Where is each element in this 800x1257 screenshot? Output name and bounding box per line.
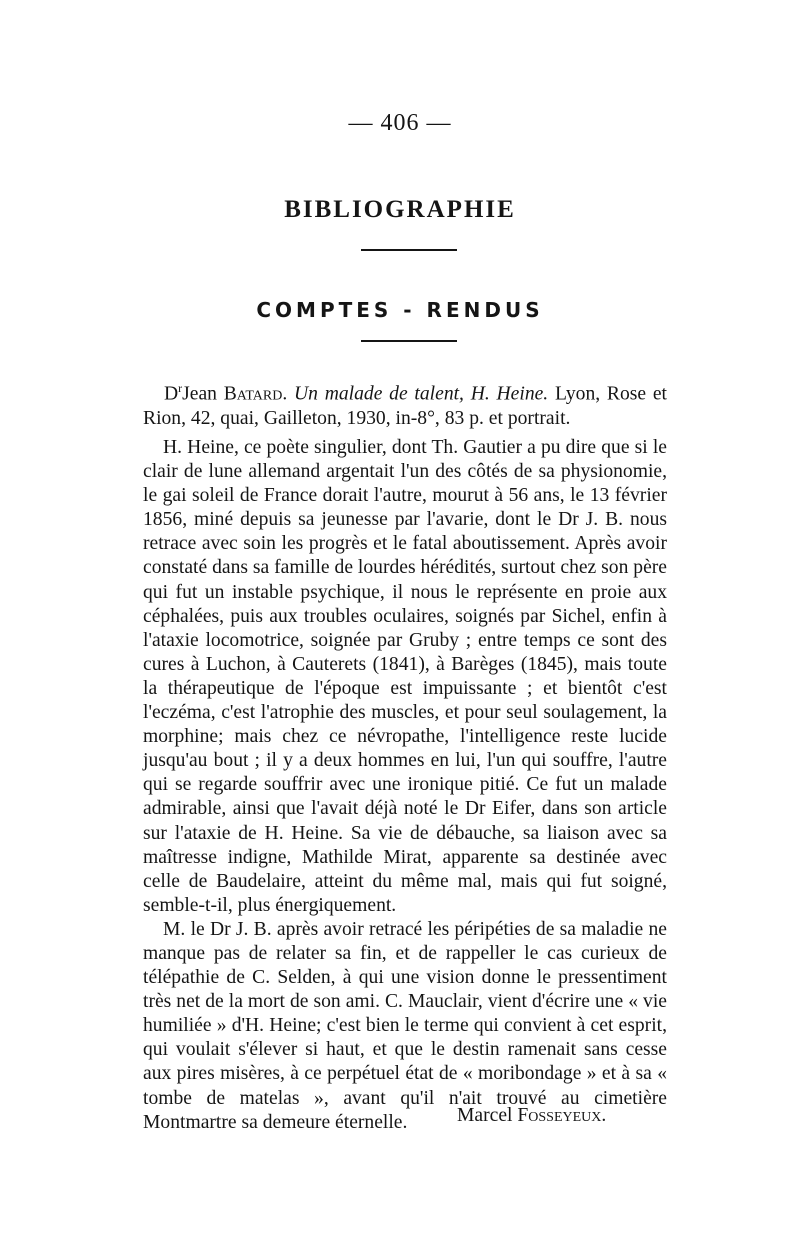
citation-author-title: D [164, 383, 179, 405]
citation-details: Lyon, Rose et Rion, 42, quai, Gailleton, 1930, in-8°, 83 p. et portrait. [143, 383, 668, 429]
citation-author-first: Jean [182, 383, 224, 405]
book-citation [143, 376, 667, 431]
citation-author-title-sup: r [178, 381, 183, 395]
review-paragraph-2: M. le Dr J. B. après avoir retracé les péripéties de sa maladie ne manque pas de relater sa fin, et de rappeller le cas curieux de télépathie de C. Selden, à qui une vision donne le pressentiment très net de la mort de son ami. C. Mauclair, vient d'écrire une « vie humiliée » d'H. Heine; c'est bien le terme qui convient à cet esprit, qui voulait s'élever si haut, et que le destin ramenait sans cesse aux pires misères, à ce perpétuel état de « moribondage » et à sa « tombe de matelas », avant qu'il n'ait trouvé au cimetière Montmartre sa demeure éternelle. [143, 918, 667, 1133]
signature-first-name: Marcel [457, 1105, 518, 1126]
signature-end: . [601, 1105, 607, 1126]
citation-author-last: Batard [223, 383, 283, 405]
divider-rule-bottom [361, 340, 457, 342]
signature-last-name: Fosseyeux [517, 1105, 602, 1126]
review-signature [457, 1104, 606, 1128]
review-body [143, 436, 667, 1135]
section-title: BIBLIOGRAPHIE [284, 196, 516, 223]
subsection-title: COMPTES - RENDUS [256, 298, 544, 322]
citation-separator: . [282, 383, 295, 405]
citation-book-title: Un malade de talent, H. Heine. [294, 383, 549, 405]
divider-rule-top [361, 249, 457, 251]
page-number: — 406 — [348, 110, 452, 136]
review-paragraph-1: H. Heine, ce poète singulier, dont Th. Gautier a pu dire que si le clair de lune allemand argentait l'un des côtés de sa physionomie, le gai soleil de France dorait l'autre, mourut à 56 ans, le 13 février 1856, miné depuis sa jeunesse par l'avarie, dont le Dr J. B. nous retrace avec soin les progrès et le fatal aboutissement. Après avoir constaté dans sa famille de lourdes hérédités, surtout chez son père qui fut un instable psychique, il nous le représente en proie aux céphalées, puis aux troubles oculaires, soignés par Sichel, enfin à l'ataxie locomotrice, soignée par Gruby ; entre temps ce sont des cures à Luchon, à Cauterets (1841), à Barèges (1845), mais toute la thérapeutique de l'époque est impuissante ; et bientôt c'est l'eczéma, c'est l'atrophie des muscles, et pour seul soulagement, la morphine; mais chez ce névropathe, l'intelligence reste lucide jusqu'au bout ; il y a deux hommes en lui, l'un qui souffre, l'autre qui se regarde souffrir avec une ironique pitié. Ce fut un malade admirable, ainsi que l'avait déjà noté le Dr Eifer, dans son article sur l'ataxie de H. Heine. Sa vie de débauche, sa liaison avec sa maîtresse indigne, Mathilde Mirat, apparente sa destinée avec celle de Baudelaire, atteint du même mal, mais qui fut soigné, semble-t-il, plus énergiquement. [143, 437, 667, 916]
